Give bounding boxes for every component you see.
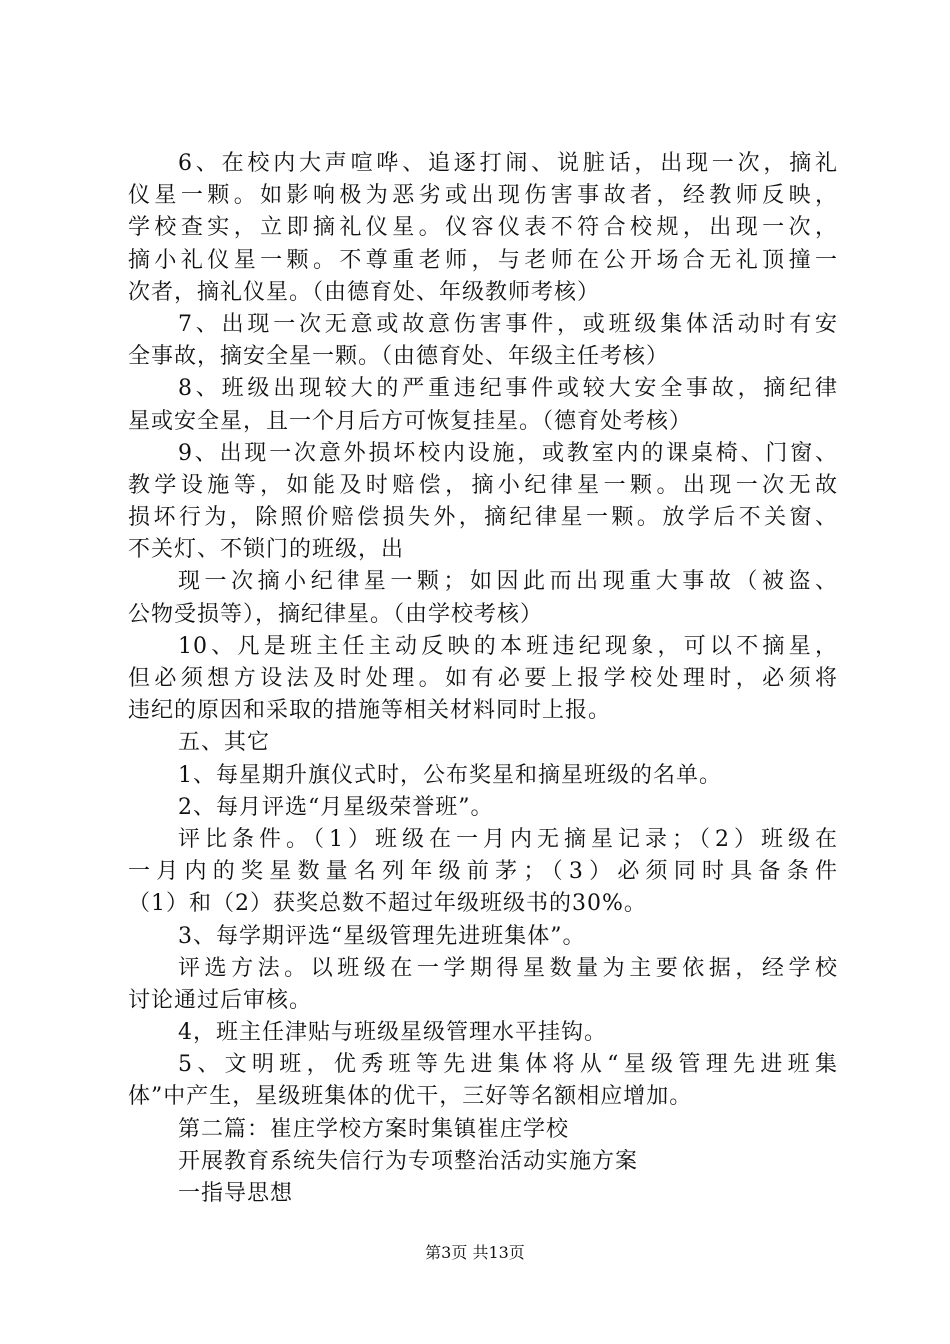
text-line: 2、每月评选“月星级荣誉班”。: [178, 794, 494, 820]
text-line: 教学设施等，如能及时赔偿，摘小纪律星一颗。出现一次无故: [128, 472, 838, 498]
text-line: 违纪的原因和采取的措施等相关材料同时上报。: [128, 698, 612, 724]
text-line: 8、班级出现较大的严重违纪事件或较大安全事故，摘纪律: [178, 376, 838, 402]
text-line: 学校查实，立即摘礼仪星。仪容仪表不符合校规，出现一次，: [128, 215, 838, 241]
text-line: 星或安全星，且一个月后方可恢复挂星。（德育处考核）: [128, 408, 693, 434]
section-heading: 五、其它: [178, 730, 271, 756]
text-line: 一指导思想: [178, 1181, 294, 1206]
page-number-footer: 第3页 共13页: [425, 1243, 525, 1262]
text-line: 体”中产生，星级班集体的优干，三好等名额相应增加。: [128, 1084, 693, 1110]
text-line: 10、凡是班主任主动反映的本班违纪现象，可以不摘星，: [178, 633, 838, 659]
text-line: 现一次摘小纪律星一颗；如因此而出现重大事故（被盗、: [178, 569, 838, 595]
text-line: 6、在校内大声喧哗、追逐打闹、说脏话，出现一次，摘礼: [178, 151, 838, 176]
text-line: （1）和（2）获奖总数不超过年级班级书的30%。: [128, 891, 647, 917]
text-line: 5、文明班，优秀班等先进集体将从“星级管理先进班集: [178, 1052, 838, 1078]
text-line: 开展教育系统失信行为专项整治活动实施方案: [178, 1148, 639, 1174]
text-line: 不关灯、不锁门的班级，出: [128, 537, 405, 563]
document-body: [128, 148, 838, 1210]
text-line: 公物受损等），摘纪律星。（由学校考核）: [128, 601, 544, 627]
text-line: 1、每星期升旗仪式时，公布奖星和摘星班级的名单。: [178, 762, 722, 788]
text-line: 但必须想方设法及时处理。如有必要上报学校处理时，必须将: [128, 666, 838, 691]
text-line: 全事故，摘安全星一颗。（由德育处、年级主任考核）: [128, 344, 670, 370]
text-line: 评比条件。（1）班级在一月内无摘星记录；（2）班级在: [178, 826, 838, 852]
text-line: 次者，摘礼仪星。（由德育处、年级教师考核）: [128, 279, 601, 305]
text-line: 讨论通过后审核。: [128, 987, 313, 1013]
section-heading: 第二篇：崔庄学校方案时集镇崔庄学校: [178, 1116, 570, 1142]
text-line: 评选方法。以班级在一学期得星数量为主要依据，经学校: [178, 955, 838, 981]
text-line: 3、每学期评选“星级管理先进班集体”。: [178, 923, 586, 949]
text-line: 一月内的奖星数量名列年级前茅；（3）必须同时具备条件: [128, 859, 838, 885]
text-line: 7、出现一次无意或故意伤害事件，或班级集体活动时有安: [178, 311, 838, 337]
text-line: 摘小礼仪星一颗。不尊重老师，与老师在公开场合无礼顶撞一: [128, 247, 838, 273]
text-line: 9、出现一次意外损坏校内设施，或教室内的课桌椅、门窗、: [178, 440, 838, 466]
text-line: 4，班主任津贴与班级星级管理水平挂钩。: [178, 1020, 607, 1046]
text-line: 损坏行为，除照价赔偿损失外，摘纪律星一颗。放学后不关窗、: [128, 505, 838, 531]
text-line: 仪星一颗。如影响极为恶劣或出现伤害事故者，经教师反映，: [128, 183, 838, 209]
